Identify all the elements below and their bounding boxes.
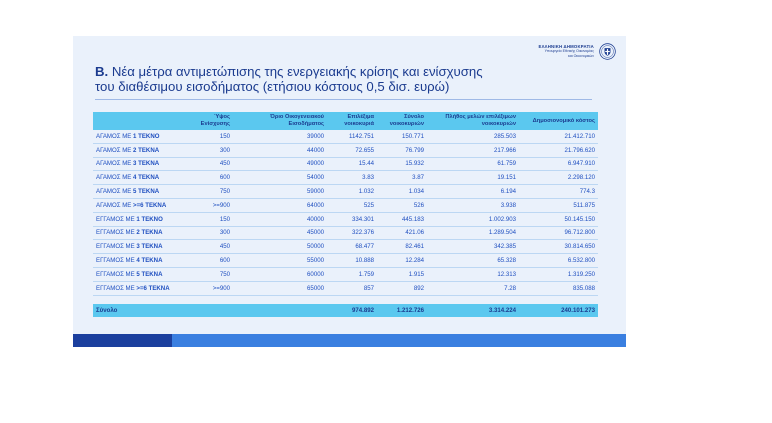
row-label-prefix: ΑΓΑΜΟΣ ΜΕ [96, 160, 132, 168]
cell-eligible: 857 [327, 281, 377, 295]
row-label [93, 226, 189, 240]
cell-amount: 300 [189, 226, 233, 240]
row-label-children: 3 ΤΕΚΝΑ [136, 243, 163, 251]
row-label-prefix: ΑΓΑΜΟΣ ΜΕ [96, 146, 132, 154]
org-line-3: και Οικονομικών [568, 53, 594, 58]
row-label-prefix: ΕΓΓΑΜΟΣ ΜΕ [96, 243, 135, 251]
table-row [93, 281, 598, 295]
cell-income: 45000 [233, 226, 327, 240]
table-row [93, 226, 598, 240]
table-row [93, 171, 598, 185]
cell-total: 892 [377, 281, 427, 295]
table-row [93, 130, 598, 143]
title-prefix: B. [95, 64, 109, 79]
table-row [93, 143, 598, 157]
cell-members: 65.328 [427, 254, 519, 268]
support-measures-table [93, 112, 598, 317]
cell-total: 1.034 [377, 185, 427, 199]
cell-members: 342.385 [427, 240, 519, 254]
cell-cost: 774.3 [519, 185, 598, 199]
table-row [93, 240, 598, 254]
cell-cost: 511.875 [519, 198, 598, 212]
row-label-children: 4 ΤΕΚΝΑ [136, 257, 163, 265]
cell-cost: 96.712.800 [519, 226, 598, 240]
total-members: 3.314.224 [427, 304, 519, 317]
cell-cost: 6.947.910 [519, 157, 598, 171]
row-label-prefix: ΕΓΓΑΜΟΣ ΜΕ [96, 257, 135, 265]
row-label [93, 198, 189, 212]
table-cell [233, 304, 327, 317]
row-label [93, 130, 189, 143]
cell-amount: 450 [189, 240, 233, 254]
cell-total: 76.799 [377, 143, 427, 157]
cell-eligible: 15.44 [327, 157, 377, 171]
cell-members: 61.759 [427, 157, 519, 171]
cell-cost: 6.532.800 [519, 254, 598, 268]
cell-members: 7.28 [427, 281, 519, 295]
table-cell [189, 304, 233, 317]
row-label-children: >=6 ΤΕΚΝΑ [133, 201, 167, 209]
cell-amount: 600 [189, 254, 233, 268]
cell-eligible: 1.032 [327, 185, 377, 199]
cell-total: 1.915 [377, 267, 427, 281]
table-row [93, 267, 598, 281]
cell-amount: >=900 [189, 198, 233, 212]
row-label-children: 3 ΤΕΚΝΑ [133, 160, 160, 168]
cell-amount: 750 [189, 185, 233, 199]
row-label [93, 281, 189, 295]
total-cost: 240.101.273 [519, 304, 598, 317]
cell-income: 64000 [233, 198, 327, 212]
cell-amount: 150 [189, 212, 233, 226]
cell-members: 19.151 [427, 171, 519, 185]
org-line-1: ΕΛΛΗΝΙΚΗ ΔΗΜΟΚΡΑΤΙΑ [538, 44, 594, 49]
cell-amount: 150 [189, 130, 233, 143]
cell-cost: 835.088 [519, 281, 598, 295]
cell-members: 6.194 [427, 185, 519, 199]
row-label [93, 212, 189, 226]
row-label-children: 2 ΤΕΚΝΑ [136, 229, 163, 237]
row-label-children: 5 ΤΕΚΝΑ [133, 188, 160, 196]
table-header-row [93, 112, 598, 130]
cell-eligible: 72.655 [327, 143, 377, 157]
row-label [93, 171, 189, 185]
cell-amount: 450 [189, 157, 233, 171]
cell-cost: 30.814.650 [519, 240, 598, 254]
row-label-children: 2 ΤΕΚΝΑ [133, 146, 160, 154]
cell-total: 445.183 [377, 212, 427, 226]
slide [73, 36, 626, 347]
title-line-1: Νέα μέτρα αντιμετώπισης της ενεργειακής κρίσης και ενίσχυσης [111, 64, 483, 79]
header-cell: Επιλέξιμα νοικοκυριά [327, 112, 377, 130]
total-eligible: 974.892 [327, 304, 377, 317]
table-row [93, 157, 598, 171]
cell-total: 82.461 [377, 240, 427, 254]
title-divider [95, 99, 592, 100]
row-label [93, 157, 189, 171]
cell-amount: 600 [189, 171, 233, 185]
row-label-prefix: ΑΓΑΜΟΣ ΜΕ [96, 132, 132, 140]
cell-income: 55000 [233, 254, 327, 268]
header-cell: Ύψος Ενίσχυσης [189, 112, 233, 130]
cell-amount: 300 [189, 143, 233, 157]
cell-members: 285.503 [427, 130, 519, 143]
row-label [93, 267, 189, 281]
cell-cost: 50.145.150 [519, 212, 598, 226]
cell-eligible: 525 [327, 198, 377, 212]
greek-coat-of-arms-icon [599, 43, 616, 60]
row-label-prefix: ΕΓΓΑΜΟΣ ΜΕ [96, 270, 135, 278]
cell-eligible: 322.376 [327, 226, 377, 240]
row-label-children: 1 ΤΕΚΝΟ [136, 215, 163, 223]
cell-members: 3.938 [427, 198, 519, 212]
cell-eligible: 1.759 [327, 267, 377, 281]
total-label: Σύνολο [93, 304, 189, 317]
row-label-prefix: ΑΓΑΜΟΣ ΜΕ [96, 188, 132, 196]
cell-income: 59000 [233, 185, 327, 199]
cell-cost: 2.298.120 [519, 171, 598, 185]
cell-income: 39000 [233, 130, 327, 143]
cell-income: 50000 [233, 240, 327, 254]
org-line-2: Υπουργείο Εθνικής Οικονομίας [544, 49, 594, 53]
header-cell [93, 112, 189, 130]
row-label-children: 1 ΤΕΚΝΟ [133, 132, 160, 140]
cell-eligible: 1142.751 [327, 130, 377, 143]
header-cell: Δημοσιονομικό κόστος [519, 112, 598, 130]
row-label [93, 143, 189, 157]
cell-cost: 21.412.710 [519, 130, 598, 143]
cell-total: 526 [377, 198, 427, 212]
header-cell: Πλήθος μελών επιλέξιμων νοικοκυριών [427, 112, 519, 130]
row-label-prefix: ΑΓΑΜΟΣ ΜΕ [96, 174, 132, 182]
row-label-prefix: ΕΓΓΑΜΟΣ ΜΕ [96, 215, 135, 223]
title-line-2: του διαθέσιμου εισοδήματος (ετήσιου κόστους 0,5 δισ. ευρώ) [95, 78, 450, 94]
cell-income: 44000 [233, 143, 327, 157]
row-label-children: 5 ΤΕΚΝΑ [136, 270, 163, 278]
cell-cost: 1.319.250 [519, 267, 598, 281]
cell-eligible: 68.477 [327, 240, 377, 254]
cell-eligible: 3.83 [327, 171, 377, 185]
row-label [93, 254, 189, 268]
cell-income: 49000 [233, 157, 327, 171]
cell-eligible: 334.301 [327, 212, 377, 226]
ministry-logo-text [539, 44, 594, 58]
cell-total: 12.284 [377, 254, 427, 268]
table-row [93, 198, 598, 212]
row-label-children: 4 ΤΕΚΝΑ [133, 174, 160, 182]
row-label-children: >=6 ΤΕΚΝΑ [136, 284, 170, 292]
table-row [93, 212, 598, 226]
row-label-prefix: ΕΓΓΑΜΟΣ ΜΕ [96, 229, 135, 237]
cell-members: 12.313 [427, 267, 519, 281]
cell-amount: >=900 [189, 281, 233, 295]
slide-title [95, 65, 575, 94]
cell-members: 217.966 [427, 143, 519, 157]
header-cell: Όριο Οικογενειακού Εισοδήματος [233, 112, 327, 130]
cell-total: 421.06 [377, 226, 427, 240]
header-cell: Σύνολο νοικοκυριών [377, 112, 427, 130]
table-row [93, 254, 598, 268]
row-label [93, 185, 189, 199]
cell-members: 1.289.504 [427, 226, 519, 240]
cell-cost: 21.796.620 [519, 143, 598, 157]
spacer-row [93, 295, 598, 304]
row-label-prefix: ΑΓΑΜΟΣ ΜΕ [96, 201, 132, 209]
cell-total: 3.87 [377, 171, 427, 185]
row-label-prefix: ΕΓΓΑΜΟΣ ΜΕ [96, 284, 135, 292]
cell-amount: 750 [189, 267, 233, 281]
table-row [93, 185, 598, 199]
cell-members: 1.002.903 [427, 212, 519, 226]
cell-income: 65000 [233, 281, 327, 295]
footer-bar-accent [73, 334, 172, 347]
cell-total: 150.771 [377, 130, 427, 143]
cell-income: 54000 [233, 171, 327, 185]
total-row [93, 304, 598, 317]
cell-income: 40000 [233, 212, 327, 226]
cell-eligible: 10.888 [327, 254, 377, 268]
cell-income: 60000 [233, 267, 327, 281]
total-households: 1.212.726 [377, 304, 427, 317]
row-label [93, 240, 189, 254]
cell-total: 15.932 [377, 157, 427, 171]
